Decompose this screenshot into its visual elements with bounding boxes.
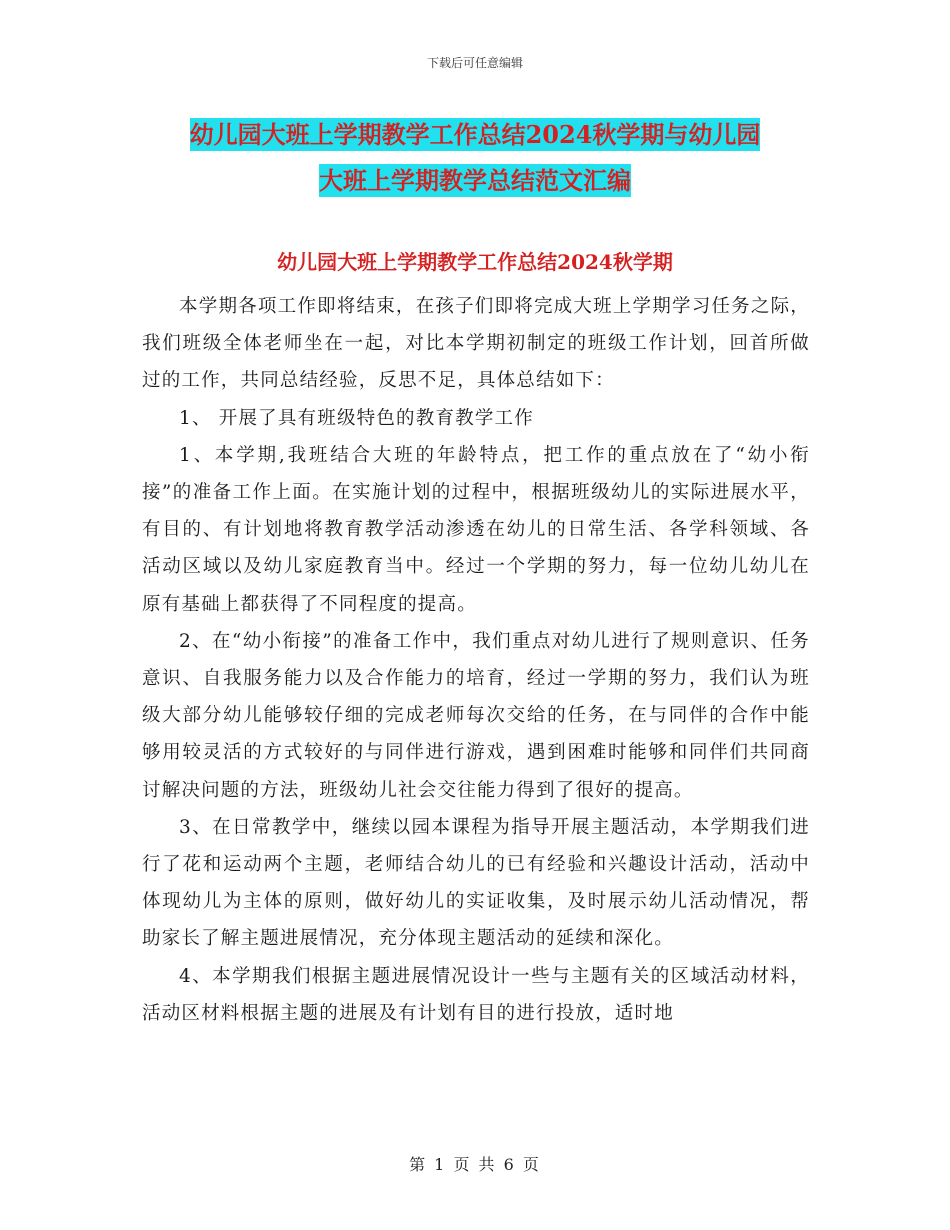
paragraph: 本学期各项工作即将结束，在孩子们即将完成大班上学期学习任务之际，我们班级全体老师坐在一起，对比本学期初制定的班级工作计划，回首所做过的工作，共同总结经验，反思不足，具体总结如下：	[142, 296, 810, 392]
body-text	[142, 288, 810, 1032]
paragraph: 1、本学期,我班结合大班的年龄特点，把工作的重点放在了“幼小衔接”的准备工作上面。在实施计划的过程中，根据班级幼儿的实际进展水平，有目的、有计划地将教育教学活动渗透在幼儿的日常生活、各学科领域、各活动区域以及幼儿家庭教育当中。经过一个学期的努力，每一位幼儿幼儿在原有基础上都获得了不同程度的提高。	[142, 444, 810, 615]
header-note: 下载后可任意编辑	[426, 56, 523, 70]
paragraph: 2、在“幼小衔接”的准备工作中，我们重点对幼儿进行了规则意识、任务意识、自我服务能力以及合作能力的培育，经过一学期的努力，我们认为班级大部分幼儿能够较仔细的完成老师每次交给的任务，在与同伴的合作中能够用较灵活的方式较好的与同伴进行游戏，遇到困难时能够和同伴们共同商讨解决问题的方法，班级幼儿社会交往能力得到了很好的提高。	[142, 630, 810, 801]
title-line-2: 大班上学期教学总结范文汇编	[319, 166, 631, 195]
paragraph: 1、 开展了具有班级特色的教育教学工作	[179, 407, 534, 429]
title-line-1: 幼儿园大班上学期教学工作总结2024秋学期与幼儿园	[189, 120, 761, 149]
page-footer: 第 1 页 共 6 页	[409, 1155, 541, 1174]
paragraph: 3、在日常教学中，继续以园本课程为指导开展主题活动，本学期我们进行了花和运动两个主题，老师结合幼儿的已有经验和兴趣设计活动，活动中体现幼儿为主体的原则，做好幼儿的实证收集，及时展示幼儿活动情况，帮助家长了解主题进展情况，充分体现主题活动的延续和深化。	[142, 816, 810, 950]
paragraph: 4、本学期我们根据主题进展情况设计一些与主题有关的区域活动材料，活动区材料根据主题的进展及有计划有目的进行投放，适时地	[142, 965, 810, 1024]
document-title	[140, 112, 810, 204]
section-title: 幼儿园大班上学期教学工作总结2024秋学期	[277, 250, 673, 274]
